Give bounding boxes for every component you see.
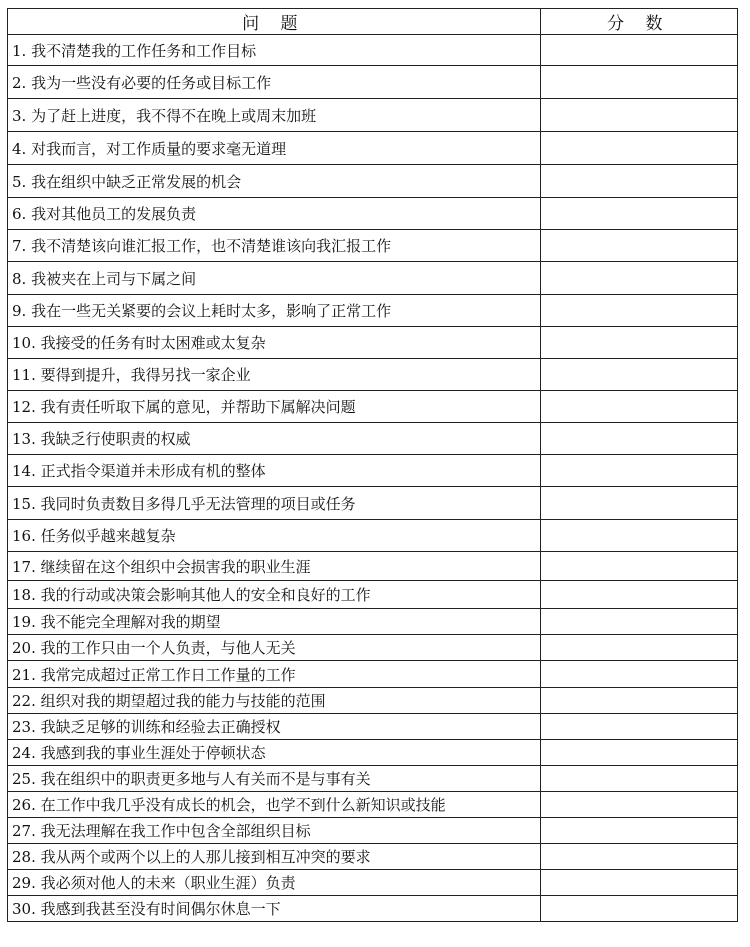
- question-text: 21. 我常完成超过正常工作日工作量的工作: [8, 661, 541, 688]
- question-row: [8, 896, 738, 922]
- question-row: [8, 359, 738, 391]
- score-cell[interactable]: [540, 896, 737, 922]
- score-cell[interactable]: [540, 423, 737, 455]
- score-cell[interactable]: [540, 198, 737, 230]
- question-text: 19. 我不能完全理解对我的期望: [8, 609, 541, 635]
- question-row: [8, 165, 738, 198]
- question-row: [8, 198, 738, 230]
- score-cell[interactable]: [540, 262, 737, 295]
- score-cell[interactable]: [540, 661, 737, 688]
- question-text: 27. 我无法理解在我工作中包含全部组织目标: [8, 818, 541, 844]
- score-cell[interactable]: [540, 327, 737, 359]
- score-cell[interactable]: [540, 359, 737, 391]
- question-row: [8, 609, 738, 635]
- question-text: 12. 我有责任听取下属的意见，并帮助下属解决问题: [8, 391, 541, 423]
- question-text: 30. 我感到我甚至没有时间偶尔休息一下: [8, 896, 541, 922]
- score-cell[interactable]: [540, 740, 737, 766]
- question-row: [8, 792, 738, 818]
- question-text: 24. 我感到我的事业生涯处于停顿状态: [8, 740, 541, 766]
- question-text: 5. 我在组织中缺乏正常发展的机会: [8, 165, 541, 198]
- question-text: 6. 我对其他员工的发展负责: [8, 198, 541, 230]
- question-text: 8. 我被夹在上司与下属之间: [8, 262, 541, 295]
- question-row: [8, 487, 738, 520]
- question-text: 17. 继续留在这个组织中会损害我的职业生涯: [8, 552, 541, 581]
- question-row: [8, 455, 738, 487]
- question-text: 13. 我缺乏行使职责的权威: [8, 423, 541, 455]
- question-text: 14. 正式指令渠道并未形成有机的整体: [8, 455, 541, 487]
- question-row: [8, 688, 738, 714]
- question-text: 9. 我在一些无关紧要的会议上耗时太多，影响了正常工作: [8, 295, 541, 327]
- question-text: 29. 我必须对他人的未来（职业生涯）负责: [8, 870, 541, 896]
- question-row: [8, 844, 738, 870]
- question-text: 2. 我为一些没有必要的任务或目标工作: [8, 66, 541, 99]
- score-header: 分 数: [540, 9, 737, 35]
- score-cell[interactable]: [540, 609, 737, 635]
- question-text: 7. 我不清楚该向谁汇报工作，也不清楚谁该向我汇报工作: [8, 230, 541, 262]
- question-row: [8, 423, 738, 455]
- question-text: 23. 我缺乏足够的训练和经验去正确授权: [8, 714, 541, 740]
- question-row: [8, 552, 738, 581]
- question-row: [8, 66, 738, 99]
- question-text: 22. 组织对我的期望超过我的能力与技能的范围: [8, 688, 541, 714]
- question-text: 16. 任务似乎越来越复杂: [8, 520, 541, 552]
- question-row: [8, 520, 738, 552]
- question-row: [8, 132, 738, 165]
- question-row: [8, 661, 738, 688]
- score-cell[interactable]: [540, 391, 737, 423]
- question-row: [8, 635, 738, 661]
- question-row: [8, 391, 738, 423]
- score-cell[interactable]: [540, 520, 737, 552]
- question-row: [8, 262, 738, 295]
- score-cell[interactable]: [540, 132, 737, 165]
- question-text: 15. 我同时负责数目多得几乎无法管理的项目或任务: [8, 487, 541, 520]
- score-cell[interactable]: [540, 66, 737, 99]
- score-cell[interactable]: [540, 487, 737, 520]
- question-text: 11. 要得到提升，我得另找一家企业: [8, 359, 541, 391]
- score-cell[interactable]: [540, 99, 737, 132]
- question-row: [8, 99, 738, 132]
- question-row: [8, 581, 738, 609]
- score-cell[interactable]: [540, 688, 737, 714]
- score-cell[interactable]: [540, 230, 737, 262]
- question-row: [8, 766, 738, 792]
- score-cell[interactable]: [540, 635, 737, 661]
- question-header: 问 题: [8, 9, 541, 35]
- question-row: [8, 327, 738, 359]
- score-cell[interactable]: [540, 552, 737, 581]
- question-text: 1. 我不清楚我的工作任务和工作目标: [8, 35, 541, 66]
- questionnaire-table: [7, 8, 738, 922]
- question-row: [8, 35, 738, 66]
- question-row: [8, 818, 738, 844]
- score-cell[interactable]: [540, 844, 737, 870]
- header-row: [8, 9, 738, 35]
- score-cell[interactable]: [540, 870, 737, 896]
- question-row: [8, 870, 738, 896]
- question-text: 4. 对我而言，对工作质量的要求毫无道理: [8, 132, 541, 165]
- score-cell[interactable]: [540, 455, 737, 487]
- score-cell[interactable]: [540, 818, 737, 844]
- question-rows: [8, 35, 738, 922]
- question-text: 25. 我在组织中的职责更多地与人有关而不是与事有关: [8, 766, 541, 792]
- question-row: [8, 740, 738, 766]
- questionnaire-sheet: [7, 8, 738, 922]
- question-row: [8, 295, 738, 327]
- question-row: [8, 714, 738, 740]
- question-text: 20. 我的工作只由一个人负责，与他人无关: [8, 635, 541, 661]
- question-text: 3. 为了赶上进度，我不得不在晚上或周末加班: [8, 99, 541, 132]
- score-cell[interactable]: [540, 295, 737, 327]
- question-text: 10. 我接受的任务有时太困难或太复杂: [8, 327, 541, 359]
- question-text: 28. 我从两个或两个以上的人那儿接到相互冲突的要求: [8, 844, 541, 870]
- question-text: 18. 我的行动或决策会影响其他人的安全和良好的工作: [8, 581, 541, 609]
- score-cell[interactable]: [540, 581, 737, 609]
- question-row: [8, 230, 738, 262]
- score-cell[interactable]: [540, 766, 737, 792]
- question-text: 26. 在工作中我几乎没有成长的机会，也学不到什么新知识或技能: [8, 792, 541, 818]
- score-cell[interactable]: [540, 165, 737, 198]
- score-cell[interactable]: [540, 714, 737, 740]
- score-cell[interactable]: [540, 35, 737, 66]
- score-cell[interactable]: [540, 792, 737, 818]
